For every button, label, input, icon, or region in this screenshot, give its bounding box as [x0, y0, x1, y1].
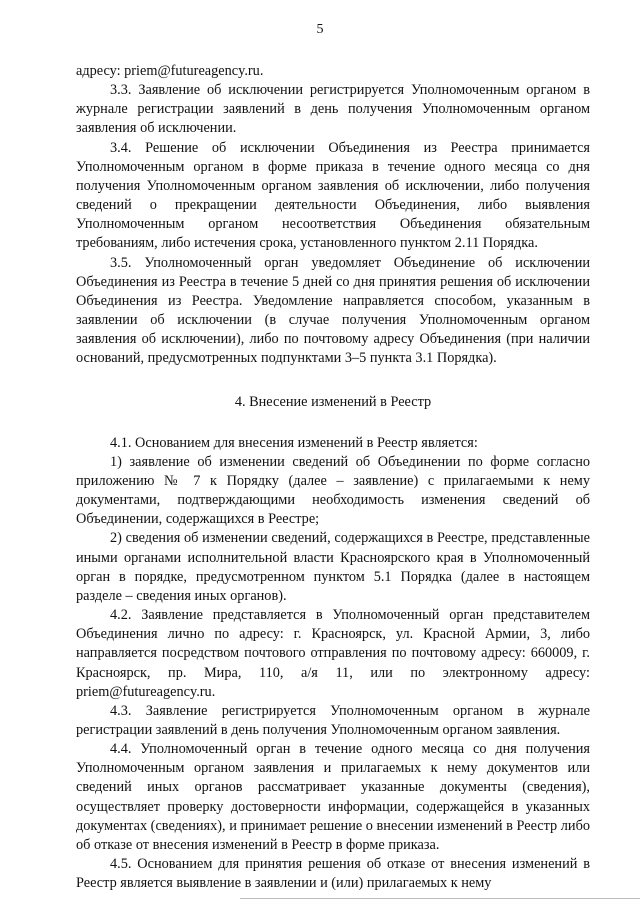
paragraph-3-4: 3.4. Решение об исключении Объединения из Реестра принимается Уполномоченным органом в форме приказа в течение одного месяца со дня получения Уполномоченным органом заявления об исключении, либо получения сведений о прекращении деятельности Объединения, либо выявления Уполномоченным органом несоответствия Объединения обязательным требованиям, либо истечения срока, установленного пунктом 2.11 Порядка.	[76, 139, 590, 252]
paragraph-4-3: 4.3. Заявление регистрируется Уполномоченным органом в журнале регистрации заявлений в день получения Уполномоченным органом заявления.	[76, 702, 590, 738]
scan-edge-line	[240, 898, 640, 899]
paragraph-address-continuation: адресу: priem@futureagency.ru.	[76, 63, 264, 79]
section-heading: 4. Внесение изменений в Реестр	[234, 393, 432, 410]
paragraph-4-1: 4.1. Основанием для внесения изменений в Реестр является:	[110, 434, 478, 451]
page-number: 5	[316, 22, 324, 37]
paragraph-4-2: 4.2. Заявление представляется в Уполномоченный орган представителем Объединения лично по адресу: г. Красноярск, ул. Красной Армии, 3, либо направляется посредством почтового отправления по почтовому адресу: 660009, г. Красноярск, пр. Мира, 110, а/я 11, или по электронному адресу: priem@futureagency.ru.	[76, 607, 590, 700]
spacer	[76, 369, 590, 381]
paragraph-4-4: 4.4. Уполномоченный орган в течение одного месяца со дня получения Уполномоченным органом заявления и прилагаемых к нему документов или сведений иных органов рассматривает указанные документы (сведения), осуществляет проверку достоверности информации, содержащейся в указанных документах (сведениях), и принимает решение о внесении изменений в Реестр либо об отказе от внесения изменений в Реестр в форме приказа.	[76, 741, 590, 853]
paragraph-3-3: 3.3. Заявление об исключении регистрируется Уполномоченным органом в журнале регистрации заявлений в день получения Уполномоченным органом заявления об исключении.	[76, 82, 590, 137]
spacer	[76, 422, 590, 434]
paragraph-3-5: 3.5. Уполномоченный орган уведомляет Объединение об исключении Объединения из Реестра в течение 5 дней со дня принятия решения об исключении Объединения из Реестра. Уведомление направляется способом, указанным в заявлении об исключении (в случае получения Уполномоченным органом заявления об исключении), либо по почтовому адресу Объединения (при наличии оснований, предусмотренных подпунктами 3–5 пункта 3.1 Порядка).	[76, 254, 590, 367]
paragraph-4-1-item-2: 2) сведения об изменении сведений, содержащихся в Реестре, представленные иными органами исполнительной власти Красноярского края в Уполномоченный орган в порядке, предусмотренном пунктом 5.1 Порядка (далее в настоящем разделе – сведения иных органов).	[76, 530, 590, 604]
paragraph-4-1-item-1: 1) заявление об изменении сведений об Объединении по форме согласно приложению № 7 к Порядку (далее – заявление) с прилагаемыми к нему документами, подтверждающими необходимость изменения сведений об Объединении, содержащихся в Реестре;	[76, 453, 590, 528]
document-body	[76, 62, 590, 893]
paragraph-4-5: 4.5. Основанием для принятия решения об отказе от внесения изменений в Реестр является выявление в заявлении и (или) прилагаемых к нему	[76, 856, 590, 892]
